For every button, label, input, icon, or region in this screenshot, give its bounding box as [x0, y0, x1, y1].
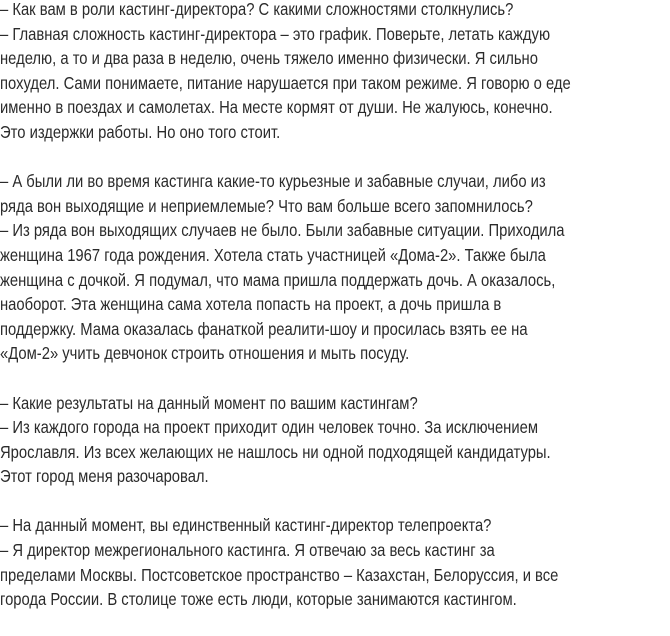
- text-line: Этот город меня разочаровал.: [0, 466, 209, 487]
- text-line: – Из каждого города на проект приходит один человек точно. За исключением: [0, 417, 539, 438]
- text-line: – Я директор межрегионального кастинга. Я отвечаю за весь кастинг за: [0, 540, 495, 561]
- text-line: Это издержки работы. Но оно того стоит.: [0, 121, 281, 142]
- article-paragraph: [0, 0, 668, 145]
- text-line: поддержку. Мама оказалась фанаткой реалити-шоу и просилась взять ее на: [0, 318, 528, 339]
- text-line: – Какие результаты на данный момент по вашим кастингам?: [0, 392, 418, 413]
- text-line: Ярославля. Из всех желающих не нашлось ни одной подходящей кандидатуры.: [0, 441, 551, 462]
- text-line: – Главная сложность кастинг-директора – это график. Поверьте, летать каждую: [0, 23, 551, 44]
- article-paragraph: [0, 391, 668, 489]
- text-line: женщина с дочкой. Я подумал, что мама пришла поддержать дочь. А оказалось,: [0, 269, 556, 290]
- text-line: города России. В столице тоже есть люди, которые занимаются кастингом.: [0, 589, 517, 610]
- text-line: ряда вон выходящие и неприемлемые? Что вам больше всего запомнилось?: [0, 195, 533, 216]
- text-line: пределами Москвы. Постсоветское пространство – Казахстан, Белоруссия, и все: [0, 564, 559, 585]
- text-line: – Из ряда вон выходящих случаев не было. Были забавные ситуации. Приходила: [0, 220, 565, 241]
- text-line: неделю, а то и два раза в неделю, очень тяжело именно физически. Я сильно: [0, 48, 538, 69]
- text-line: «Дом-2» учить девчонок строить отношения и мыть посуду.: [0, 343, 410, 364]
- article-paragraph: [0, 513, 668, 611]
- text-line: похудел. Сами понимаете, питание нарушается при таком режиме. Я говорю о еде: [0, 72, 571, 93]
- text-line: – Как вам в роли кастинг-директора? С какими сложностями столкнулись?: [0, 0, 514, 19]
- text-line: – А были ли во время кастинга какие-то курьезные и забавные случаи, либо из: [0, 171, 546, 192]
- text-line: наоборот. Эта женщина сама хотела попасть на проект, а дочь пришла в: [0, 294, 502, 315]
- text-line: – На данный момент, вы единственный кастинг-директор телепроекта?: [0, 515, 492, 536]
- text-line: именно в поездах и самолетах. На месте кормят от души. Не жалуюсь, конечно.: [0, 97, 553, 118]
- article-paragraph: [0, 169, 668, 366]
- text-line: женщина 1967 года рождения. Хотела стать участницей «Дома-2». Также была: [0, 244, 546, 265]
